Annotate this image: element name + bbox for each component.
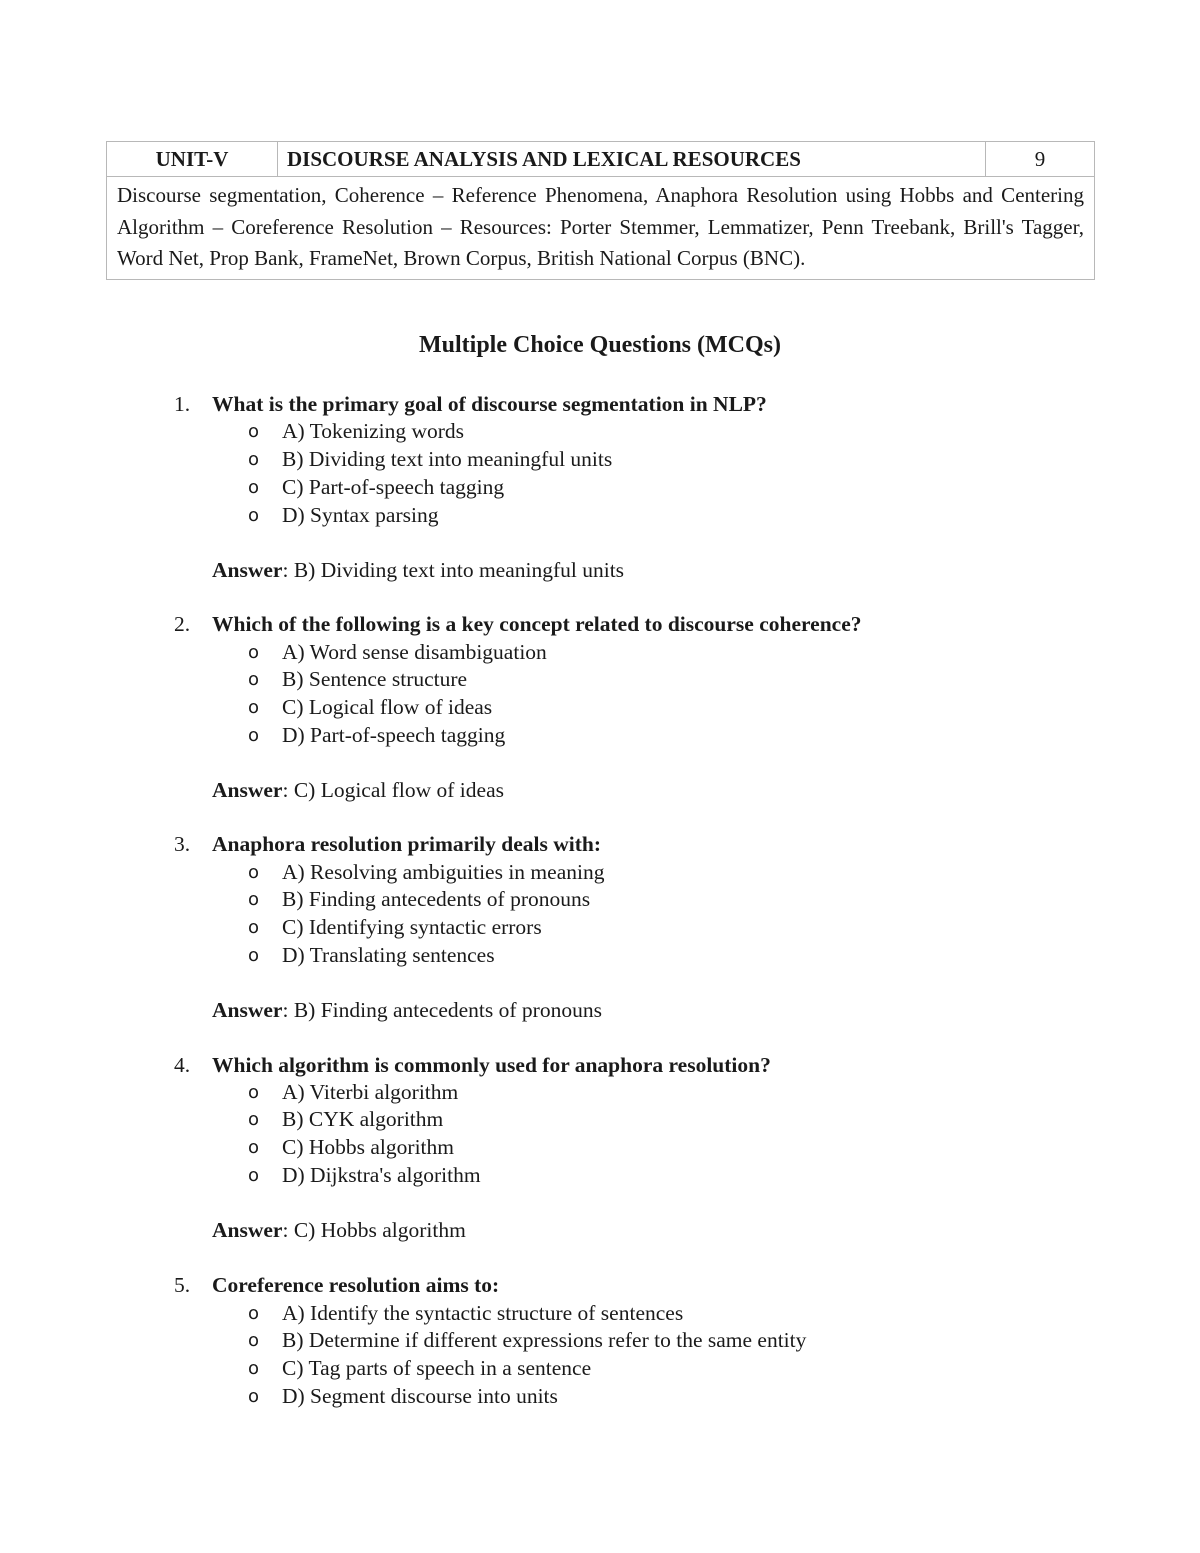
answer-label: Answer: [212, 558, 283, 582]
bullet-icon: o: [248, 1137, 260, 1158]
unit-syllabus-table: [106, 141, 1095, 280]
question-number: 2.: [174, 612, 191, 636]
answer-line: [212, 998, 602, 1023]
option-item: o B) CYK algorithm: [248, 1107, 444, 1131]
option-item: o C) Hobbs algorithm: [248, 1135, 454, 1159]
option-item: o B) Finding antecedents of pronouns: [248, 887, 591, 911]
question-text: Anaphora resolution primarily deals with:: [212, 832, 602, 856]
bullet-icon: o: [248, 449, 260, 470]
answer-text: : B) Dividing text into meaningful units: [282, 558, 625, 582]
bullet-icon: o: [248, 1165, 260, 1186]
option-item: o D) Translating sentences: [248, 943, 495, 967]
unit-header-row: [107, 142, 1095, 177]
answer-label: Answer: [212, 998, 283, 1022]
bullet-icon: o: [248, 1082, 260, 1103]
answer-line: [212, 1218, 466, 1243]
bullet-icon: o: [248, 1358, 260, 1379]
mcq-section-title: Multiple Choice Questions (MCQs): [419, 332, 781, 358]
bullet-icon: o: [248, 1109, 260, 1130]
bullet-icon: o: [248, 421, 260, 442]
option-item: o C) Identifying syntactic errors: [248, 915, 542, 939]
bullet-icon: o: [248, 862, 260, 883]
bullet-icon: o: [248, 1386, 260, 1407]
answer-label: Answer: [212, 1218, 283, 1242]
option-item: o D) Dijkstra's algorithm: [248, 1163, 481, 1187]
option-item: o C) Tag parts of speech in a sentence: [248, 1356, 592, 1380]
option-item: o A) Tokenizing words: [248, 419, 465, 443]
option-item: o A) Viterbi algorithm: [248, 1080, 459, 1104]
question-text: Which of the following is a key concept related to discourse coherence?: [212, 612, 862, 636]
option-item: o B) Dividing text into meaningful units: [248, 447, 613, 471]
option-item: o C) Logical flow of ideas: [248, 695, 493, 719]
question-number: 4.: [174, 1053, 191, 1077]
option-item: o D) Part-of-speech tagging: [248, 723, 506, 747]
answer-line: [212, 778, 504, 803]
unit-description: Discourse segmentation, Coherence – Reference Phenomena, Anaphora Resolution using Hobbs and Centering Algorithm – Coreference Resolution – Resources: Porter Stemmer, Lemmatizer, Penn Treebank, Brill's Tagger, Word Net, Prop Bank, FrameNet, Brown Corpus, British National Corpus (BNC).: [107, 177, 1095, 280]
bullet-icon: o: [248, 945, 260, 966]
question-text: What is the primary goal of discourse segmentation in NLP?: [212, 392, 767, 416]
question-number: 1.: [174, 392, 191, 416]
bullet-icon: o: [248, 697, 260, 718]
unit-title: DISCOURSE ANALYSIS AND LEXICAL RESOURCES: [278, 142, 986, 177]
answer-line: [212, 558, 624, 583]
option-item: o A) Identify the syntactic structure of sentences: [248, 1301, 684, 1325]
option-item: o A) Resolving ambiguities in meaning: [248, 860, 605, 884]
bullet-icon: o: [248, 505, 260, 526]
question-text: Coreference resolution aims to:: [212, 1273, 500, 1297]
bullet-icon: o: [248, 642, 260, 663]
bullet-icon: o: [248, 669, 260, 690]
question-number: 3.: [174, 832, 191, 856]
bullet-icon: o: [248, 917, 260, 938]
option-item: o B) Determine if different expressions refer to the same entity: [248, 1328, 807, 1352]
bullet-icon: o: [248, 889, 260, 910]
unit-hours: 9: [986, 142, 1095, 177]
question-number: 5.: [174, 1273, 191, 1297]
option-item: o B) Sentence structure: [248, 667, 468, 691]
option-item: o A) Word sense disambiguation: [248, 640, 547, 664]
option-item: o D) Segment discourse into units: [248, 1384, 558, 1408]
answer-text: : B) Finding antecedents of pronouns: [282, 998, 602, 1022]
bullet-icon: o: [248, 1330, 260, 1351]
answer-text: : C) Logical flow of ideas: [282, 778, 504, 802]
option-item: o C) Part-of-speech tagging: [248, 475, 505, 499]
bullet-icon: o: [248, 477, 260, 498]
answer-text: : C) Hobbs algorithm: [282, 1218, 466, 1242]
bullet-icon: o: [248, 725, 260, 746]
unit-number: UNIT-V: [107, 142, 278, 177]
unit-description-row: [107, 177, 1095, 280]
question-text: Which algorithm is commonly used for anaphora resolution?: [212, 1053, 771, 1077]
option-item: o D) Syntax parsing: [248, 503, 439, 527]
bullet-icon: o: [248, 1303, 260, 1324]
answer-label: Answer: [212, 778, 283, 802]
